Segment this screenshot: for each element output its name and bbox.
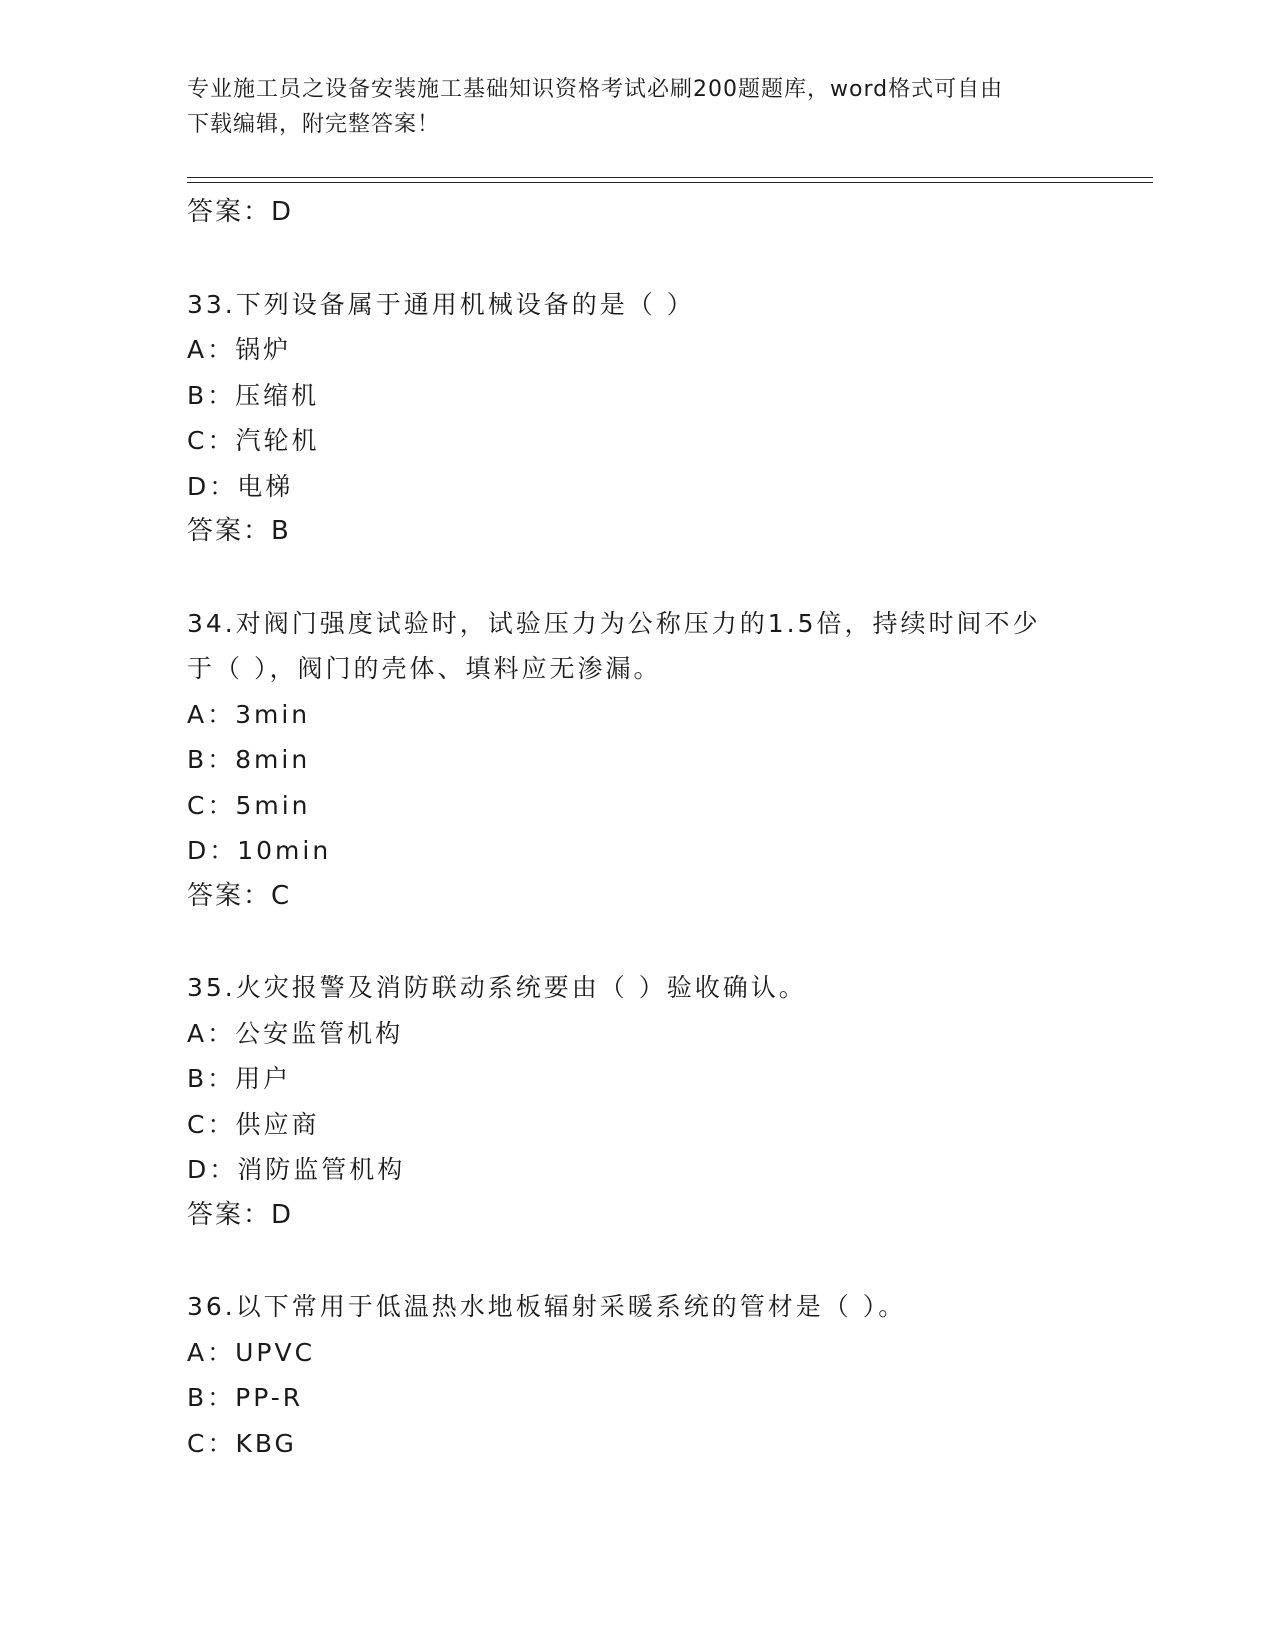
header-divider-bottom xyxy=(187,182,1153,183)
spacer xyxy=(187,555,1087,601)
question-stem-line-2: 于（ ），阀门的壳体、填料应无渗漏。 xyxy=(187,654,662,683)
question-stem: 35.火灾报警及消防联动系统要由（ ）验收确认。 xyxy=(187,973,807,1002)
option-c: C：供应商 xyxy=(187,1109,320,1139)
option-a: A：3min xyxy=(187,699,311,729)
option-d: D：消防监管机构 xyxy=(187,1155,406,1184)
answer: 答案：C xyxy=(187,880,292,911)
option-d: D：电梯 xyxy=(187,471,294,501)
question-stem-line-1: 34.对阀门强度试验时，试验压力为公称压力的1.5倍，持续时间不少 xyxy=(187,608,1041,638)
option-b: B：用户 xyxy=(187,1064,292,1093)
question-list xyxy=(187,190,1087,1466)
document-header xyxy=(187,72,1067,142)
question-33 xyxy=(187,282,1087,555)
option-c: C：KBG xyxy=(187,1428,297,1458)
spacer xyxy=(187,236,1087,282)
question-stem: 33.下列设备属于通用机械设备的是（ ） xyxy=(187,289,695,319)
option-d: D：10min xyxy=(187,836,332,865)
answer-32: 答案：D xyxy=(187,197,294,227)
spacer xyxy=(187,1238,1087,1284)
option-c: C：汽轮机 xyxy=(187,426,320,455)
answer: 答案：D xyxy=(187,1199,294,1230)
option-a: A：UPVC xyxy=(187,1337,316,1367)
question-35 xyxy=(187,965,1087,1238)
header-line-2: 下载编辑，附完整答案！ xyxy=(187,112,441,137)
option-b: B：压缩机 xyxy=(187,380,320,410)
option-a: A：公安监管机构 xyxy=(187,1018,404,1048)
header-line-1: 专业施工员之设备安装施工基础知识资格考试必刷200题题库，word格式可自由 xyxy=(187,77,1004,102)
option-b: B：PP-R xyxy=(187,1383,304,1412)
question-stem: 36.以下常用于低温热水地板辐射采暖系统的管材是（ ）。 xyxy=(187,1292,907,1321)
question-36 xyxy=(187,1284,1087,1466)
header-divider-top xyxy=(187,177,1153,178)
answer: 答案：B xyxy=(187,516,291,546)
option-c: C：5min xyxy=(187,790,311,820)
option-b: B：8min xyxy=(187,745,311,774)
option-a: A：锅炉 xyxy=(187,335,292,364)
spacer xyxy=(187,919,1087,965)
question-34 xyxy=(187,601,1087,920)
